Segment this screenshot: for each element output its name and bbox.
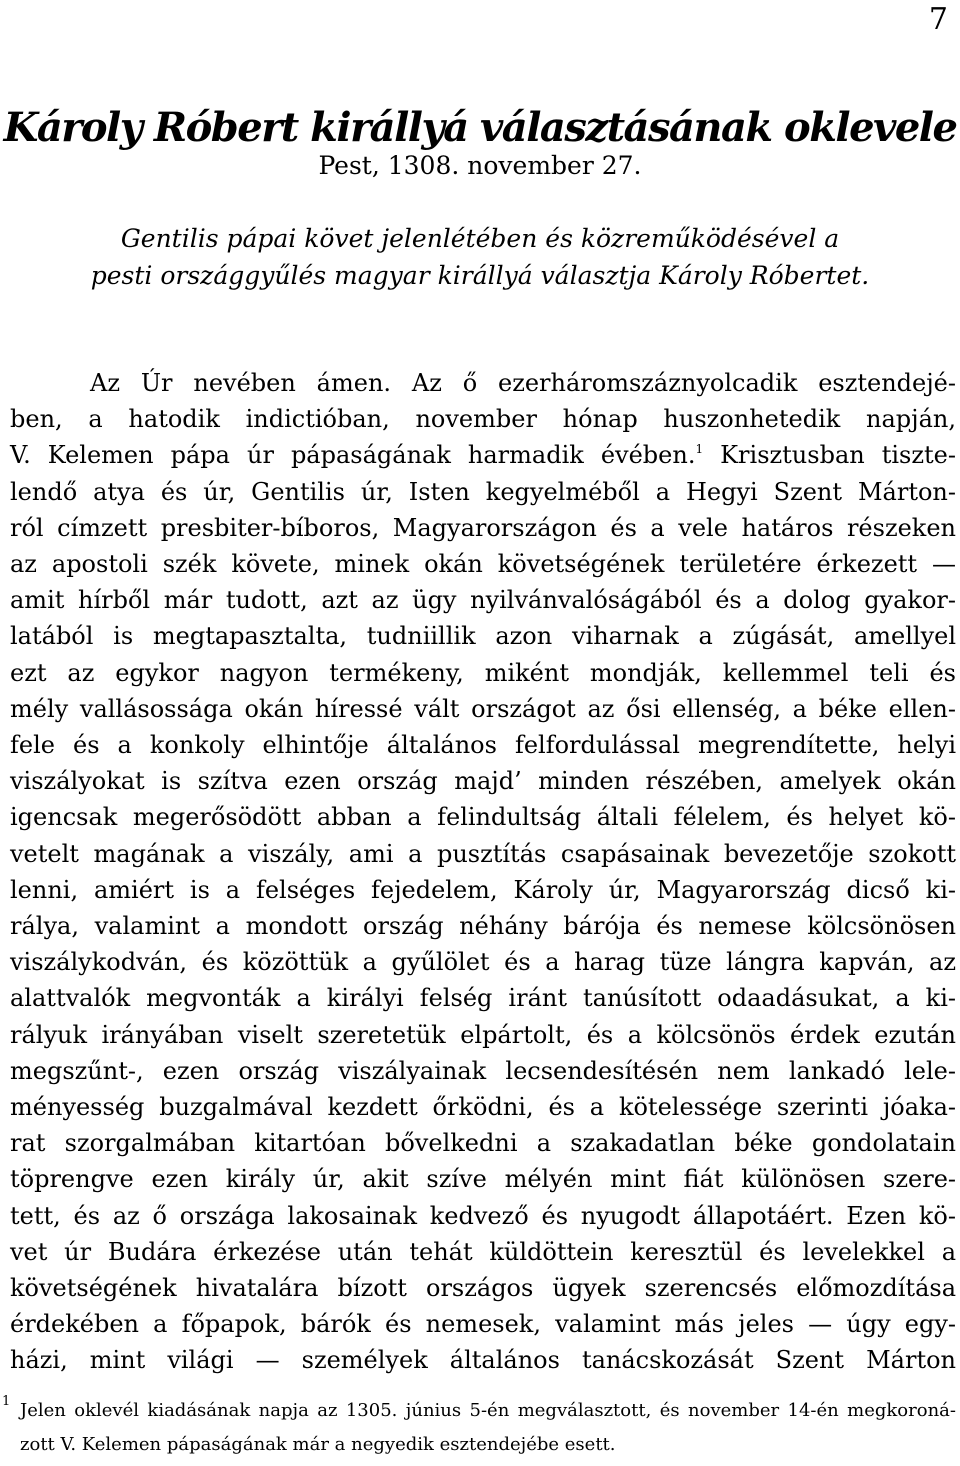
footnote-line: zott V. Kelemen pápaságának már a negyedik esztendejébe esett. [20,1434,616,1455]
body-line-with-footnote [10,437,956,473]
body-line: viszálykodván, és közöttük a gyűlölet és a harag tüze lángra kapván, az [10,948,956,977]
summary-line: pesti országgyűlés magyar királlyá választja Károly Róbertet. [90,261,870,290]
body-line: ról címzett presbiter-bíboros, Magyarországon és a vele határos részeken [10,513,956,542]
page-number: 7 [928,2,948,37]
footnote [2,1394,956,1462]
body-line: ben, a hatodik indictióban, november hónap huszonhetedik napján, [10,405,956,434]
footnote-line: Jelen oklevél kiadásának napja az 1305. június 5-én megválasztott, és november 14-én megkoroná- [20,1400,956,1421]
body-line: töprengve ezen király úr, akit szíve mélyén mint fiát különösen szere- [10,1165,956,1194]
body-line: érdekében a főpapok, bárók és nemesek, valamint más jeles — úgy egy- [10,1310,956,1339]
document-place-date: Pest, 1308. november 27. [318,151,642,180]
body-line: fele és a konkoly elhintője általános felfordulással megrendítette, helyi [10,731,956,760]
body-line: vetelt magának a viszály, ami a pusztítás csapásainak bevezetője szokott [10,839,956,868]
body-text-segment: Krisztusban tiszte- [703,441,956,470]
body-line: alattvalók megvonták a királyi felség iránt tanúsított odaadásukat, a ki- [10,984,956,1013]
body-line: lendő atya és úr, Gentilis úr, Isten kegyelméből a Hegyi Szent Márton- [10,477,956,506]
body-line: latából is megtapasztalta, tudniillik azon viharnak a zúgását, amellyel [10,622,956,651]
summary-line: Gentilis pápai követ jelenlétében és közreműködésével a [120,224,840,253]
body-line: viszályokat is szítva ezen ország majd’ minden részében, amelyek okán [10,767,956,796]
body-line: amit hírből már tudott, azt az ügy nyilvánvalóságából és a dolog gyakor- [10,586,956,615]
document-title: Károly Róbert királlyá választásának oklevele [3,104,957,151]
footnote-reference: 1 [695,442,704,457]
body-line: házi, mint világi — személyek általános tanácskozását Szent Márton [10,1346,956,1375]
body-line: megszűnt-, ezen ország viszályainak lecsendesítésén nem lankadó lele- [10,1056,956,1085]
body-line: ményesség buzgalmával kezdett őrködni, és a kötelessége szerinti jóaka- [10,1093,956,1122]
document-summary [0,220,960,294]
body-line: igencsak megerősödött abban a felindultság általi félelem, és helyet kö- [10,803,956,832]
body-line: rálya, valamint a mondott ország néhány bárója és nemese kölcsönösen [10,912,956,941]
body-line: ezt az egykor nagyon termékeny, miként mondják, kellemmel teli és [10,658,956,687]
body-line: rályuk irányában viselt szeretetük elpártolt, és a kölcsönös érdek ezután [10,1020,956,1049]
document-body [10,365,956,1379]
body-line: rat szorgalmában kitartóan bővelkedni a szakadatlan béke gondolatain [10,1129,956,1158]
body-line: Az Úr nevében ámen. Az ő ezerháromszáznyolcadik esztendejé- [90,369,956,397]
body-line: lenni, amiért is a felséges fejedelem, Károly úr, Magyarország dicső ki- [10,875,956,904]
body-line: az apostoli szék követe, minek okán követségének területére érkezett — [10,550,956,579]
footnote-mark: 1 [2,1394,11,1409]
body-line: mély vallásossága okán híressé vált országot az ősi ellenség, a béke ellen- [10,694,956,723]
body-line: tett, és az ő országa lakosainak kedvező és nyugodt állapotáért. Ezen kö- [10,1201,956,1230]
body-line: vet úr Budára érkezése után tehát küldöttein keresztül és levelekkel a [10,1237,956,1266]
body-line: követségének hivatalára bízott országos ügyek szerencsés előmozdítása [10,1274,956,1303]
body-text-segment: V. Kelemen pápa úr pápaságának harmadik évében. [10,441,696,470]
